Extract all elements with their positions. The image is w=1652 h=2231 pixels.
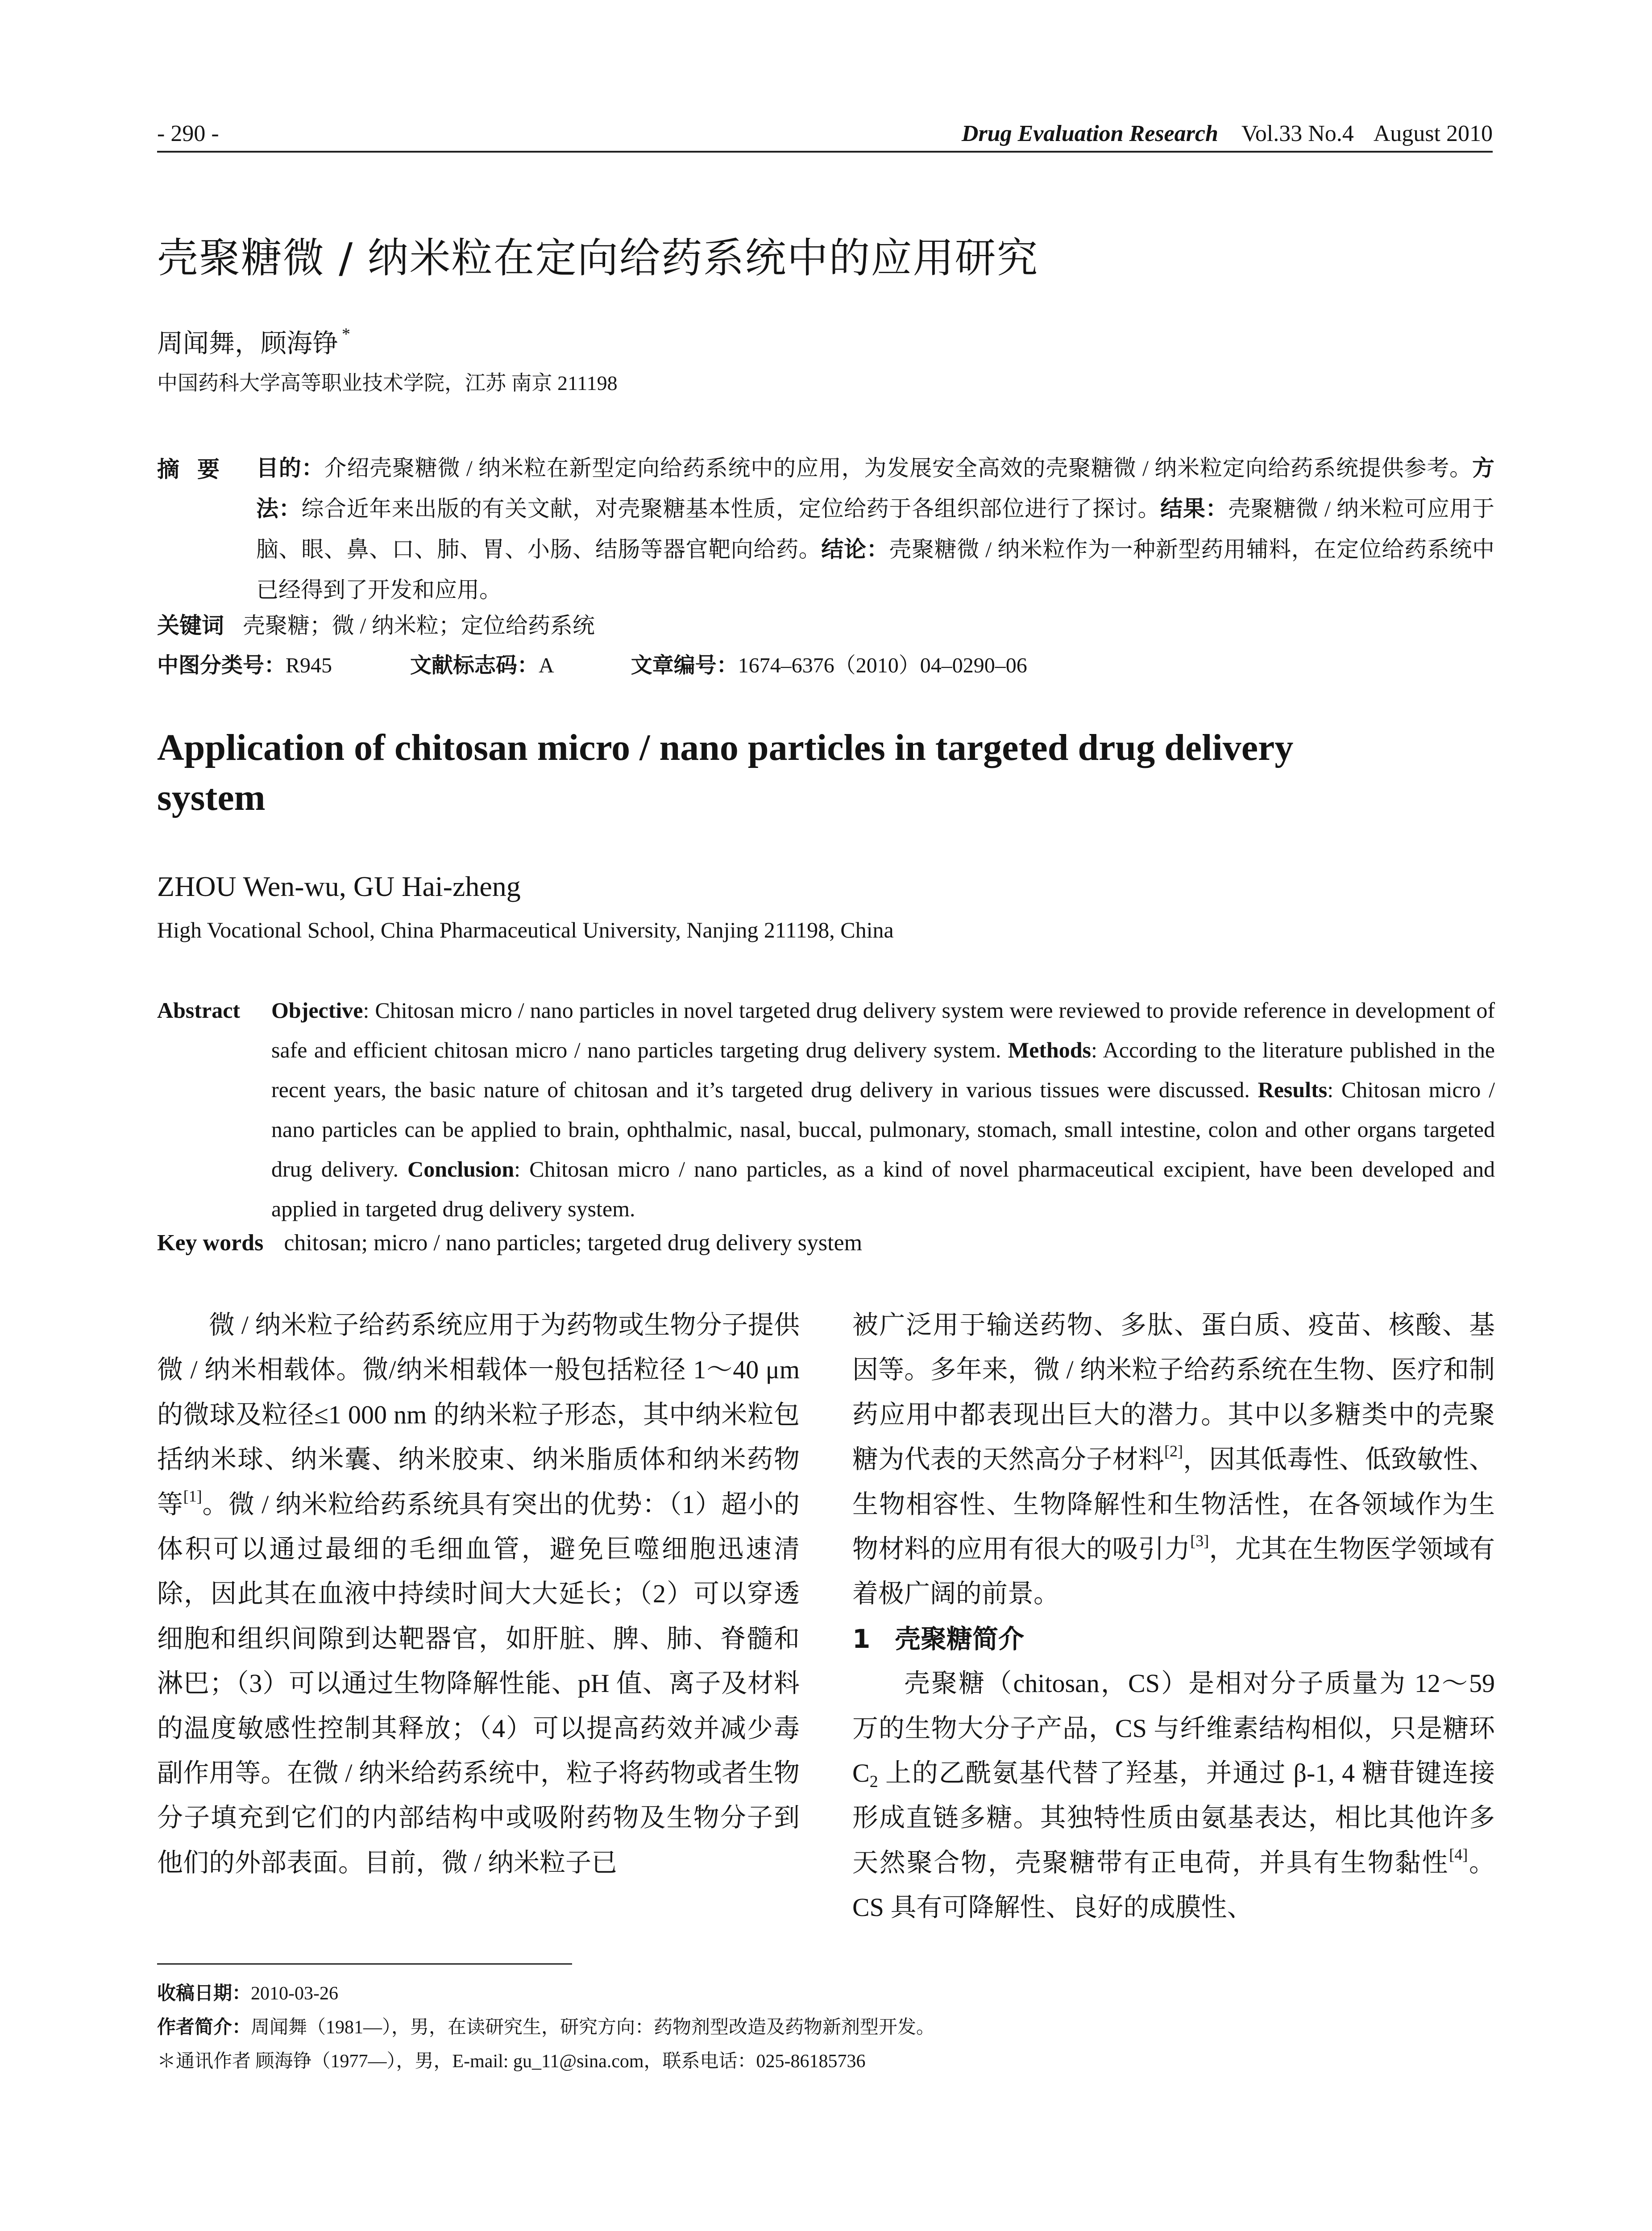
header-rule (157, 151, 1493, 153)
objective-cn-label: 目的： (256, 455, 324, 481)
title-en: Application of chitosan micro / nano particles in targeted drug delivery system (157, 727, 1294, 818)
body-text: 。微 / 纳米粒给药系统具有突出的优势：（1）超小的体积可以通过最细的毛细血管，避免巨噬细胞迅速清除，因此其在血液中持续时间大大延长；（2）可以穿透细胞和组织间隙到达靶器官，如肝脏、脾、肺、脊髓和淋巴；（3）可以通过生物降解性能、pH 值、离子及材料的温度敏感性控制其释放；（4）可以提高药效并减少毒副作用等。在微 / 纳米给药系统中，粒子将药物或者生物分子填充到它们的内部结构中或吸附药物及生物分子到他们的外部表面。目前，微 / 纳米粒子已 (157, 1489, 800, 1877)
abstract-en (157, 991, 1495, 1229)
keywords-en-text: chitosan; micro / nano particles; targeted drug delivery system (284, 1230, 863, 1256)
body-text: 被广泛用于输送药物、多肽、蛋白质、疫苗、核酸、基因等。多年来，微 / 纳米粒子给药系统在生物、医疗和制药应用中都表现出巨大的潜力。其中以多糖类中的壳聚糖为代表的天然高分子材料 (852, 1310, 1495, 1474)
authors-cn (157, 322, 350, 360)
article-no-label: 文章编号： (631, 653, 738, 678)
affiliation-cn: 中国药科大学高等职业技术学院，江苏 南京 211198 (157, 372, 618, 394)
author-bio-label: 作者简介： (157, 2016, 251, 2038)
abstract-cn-label: 摘要 (157, 456, 237, 482)
footnote-author-bio (157, 2012, 935, 2039)
objective-en: : Chitosan micro / nano particles in novel targeted drug delivery system were reviewed to provide reference in development of safe and efficient chitosan micro / nano particles targeting drug delivery system. (271, 998, 1495, 1062)
keywords-cn-text: 壳聚糖；微 / 纳米粒；定位给药系统 (243, 613, 595, 638)
body-text: 上的乙酰氨基代替了羟基，并通过 β-1, 4 糖苷键连接形成直链多糖。其独特性质由氨基表达，相比其他许多天然聚合物，壳聚糖带有正电荷，并具有生物黏性 (852, 1758, 1495, 1877)
article-no-value: 1674–6376（2010）04–0290–06 (738, 654, 1027, 677)
conclusion-cn: 壳聚糖微 / 纳米粒作为一种新型药用辅料，在定位给药系统中已经得到了开发和应用。 (256, 537, 1495, 602)
section-number: 1 (852, 1623, 871, 1654)
body-paragraph (852, 1661, 1495, 1930)
objective-cn: 介绍壳聚糖微 / 纳米粒在新型定向给药系统中的应用，为发展安全高效的壳聚糖微 / 纳米粒定向给药系统提供参考。 (324, 456, 1473, 481)
body-paragraph-continued (852, 1303, 1495, 1617)
keywords-cn (157, 608, 595, 640)
page-number: - 290 - (157, 121, 219, 146)
doc-code-label: 文献标志码： (410, 653, 539, 678)
results-en-label: Results (1258, 1077, 1328, 1102)
body-column-left (157, 1303, 800, 1885)
authors-en: ZHOU Wen-wu, GU Hai-zheng (157, 871, 521, 902)
methods-cn-label: 方法： (256, 455, 1495, 522)
methods-en-label: Methods (1008, 1037, 1091, 1062)
results-en: : Chitosan micro / nano particles can be applied to brain, ophthalmic, nasal, buccal, pulmonary, stomach, small intestine, colon and other organs targeted drug delivery. (271, 1077, 1495, 1182)
section-heading (852, 1617, 1495, 1661)
body-text: ，因其低毒性、低致敏性、生物相容性、生物降解性和生物活性，在各领域作为生物材料的应用有很大的吸引力 (852, 1445, 1495, 1564)
abstract-en-label: Abstract (157, 998, 241, 1023)
footnote-corresponding: ＊通讯作者 顾海铮（1977—），男，E-mail: gu_11@sina.com，联系电话：025-86185736 (157, 2051, 866, 2072)
corresponding-author-mark: * (342, 325, 351, 344)
citation: [3] (1190, 1532, 1209, 1550)
methods-en: : According to the literature published in the recent years, the basic nature of chitosan and it’s targeted drug delivery in various tissues were discussed. (271, 1037, 1495, 1102)
methods-cn: 综合近年来出版的有关文献，对壳聚糖基本性质，定位给药于各组织部位进行了探讨。 (301, 496, 1161, 521)
conclusion-en: : Chitosan micro / nano particles, as a kind of novel pharmaceutical excipient, have been developed and applied in targeted drug delivery system. (271, 1157, 1495, 1221)
footnote-rule (157, 1963, 572, 1965)
keywords-en-label: Key words (157, 1230, 264, 1256)
citation: [2] (1164, 1442, 1183, 1460)
clc-label: 中图分类号： (157, 653, 286, 678)
body-text: 微 / 纳米粒子给药系统应用于为药物或生物分子提供微 / 纳米相载体。微/纳米相载体一般包括粒径 1～40 μm 的微球及粒径≤1 000 nm 的纳米粒子形态，其中纳米粒包括纳米球、纳米囊、纳米胶束、纳米脂质体和纳米药物等 (157, 1310, 800, 1519)
subscript: 2 (869, 1772, 878, 1791)
received-date: 2010-03-26 (251, 1983, 338, 2004)
affiliation-en: High Vocational School, China Pharmaceutical University, Nanjing 211198, China (157, 917, 894, 942)
received-label: 收稿日期： (157, 1982, 251, 2004)
running-header (962, 120, 1493, 147)
journal-date: August 2010 (1373, 121, 1493, 146)
citation: [1] (183, 1487, 202, 1505)
body-text: 。CS 具有可降解性、良好的成膜性、 (852, 1848, 1495, 1922)
clc-value: R945 (286, 654, 332, 677)
objective-en-label: Objective (271, 998, 363, 1023)
classification-row (157, 648, 1027, 679)
abstract-cn-body (256, 448, 1494, 610)
authors-cn-names: 周闻舞，顾海铮 (157, 329, 339, 358)
conclusion-cn-label: 结论： (821, 536, 889, 562)
results-cn-label: 结果： (1160, 496, 1229, 522)
keywords-en (157, 1230, 862, 1256)
body-paragraph (157, 1303, 800, 1885)
results-cn: 壳聚糖微 / 纳米粒可应用于脑、眼、鼻、口、肺、胃、小肠、结肠等器官靶向给药。 (256, 496, 1494, 562)
journal-volume: Vol.33 No.4 (1241, 121, 1354, 146)
section-title: 壳聚糖简介 (895, 1623, 1025, 1654)
journal-name: Drug Evaluation Research (961, 121, 1218, 146)
doc-code-value: A (539, 654, 554, 677)
citation: [4] (1449, 1845, 1468, 1863)
keywords-cn-label: 关键词 (157, 613, 224, 639)
conclusion-en-label: Conclusion (407, 1157, 515, 1182)
body-text: 壳聚糖（chitosan，CS）是相对分子质量为 12～59 万的生物大分子产品，CS 与纤维素结构相似，只是糖环 C (852, 1669, 1495, 1788)
title-cn: 壳聚糖微 / 纳米粒在定向给药系统中的应用研究 (157, 234, 1039, 282)
body-text: ，尤其在生物医学领域有着极广阔的前景。 (852, 1534, 1495, 1609)
body-column-right (852, 1303, 1495, 1930)
footnote-received (157, 1978, 338, 2005)
author-bio: 周闻舞（1981—），男，在读研究生，研究方向：药物剂型改造及药物新剂型开发。 (251, 2017, 935, 2038)
